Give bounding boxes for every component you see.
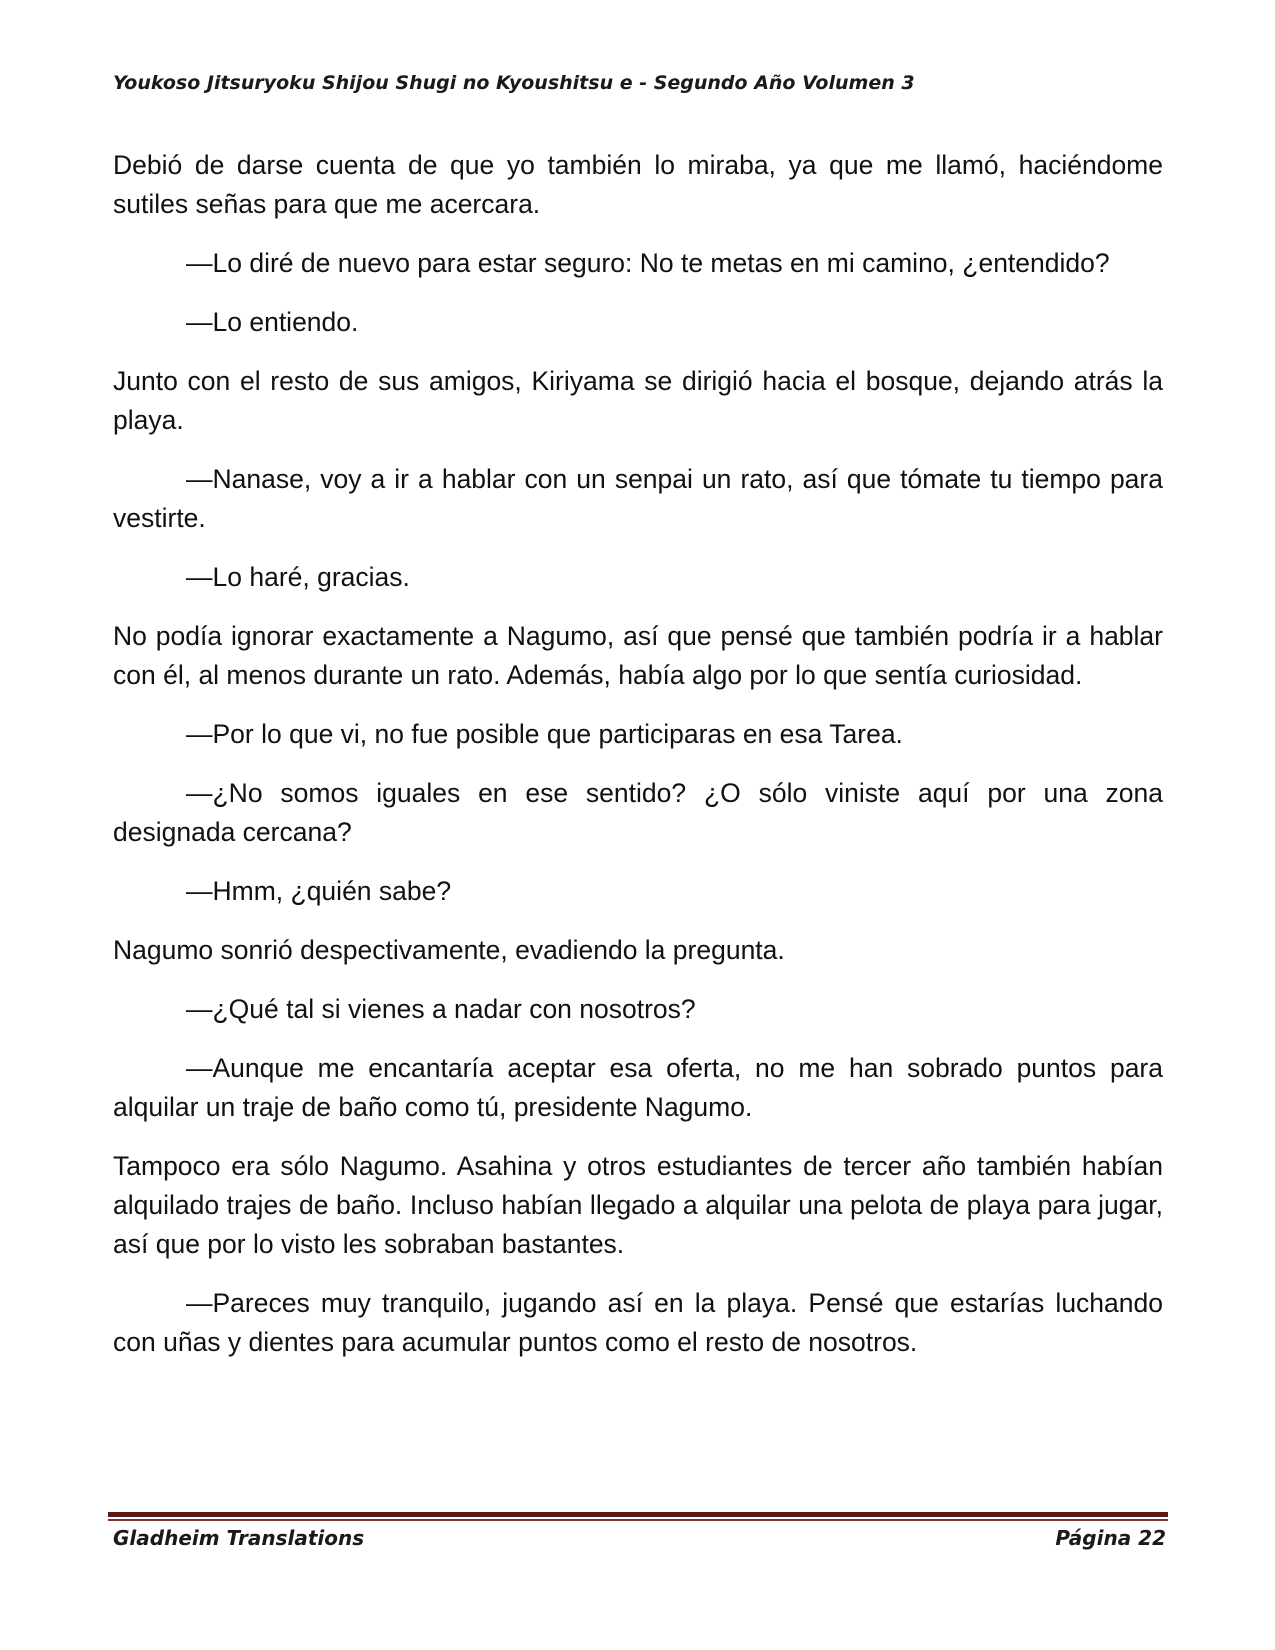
- dialogue-paragraph-15: —Pareces muy tranquilo, jugando así en la playa. Pensé que estarías luchando con uñas y dientes para acumular puntos como el resto de nosotros.: [113, 1288, 1163, 1357]
- footer-divider-thin-line: [108, 1519, 1168, 1521]
- page-number: Página 22: [1055, 1526, 1166, 1550]
- paragraph-14: Tampoco era sólo Nagumo. Asahina y otros estudiantes de tercer año también habían alquilado trajes de baño. Incluso habían llegado a alquilar una pelota de playa para jugar, así que por lo visto les sobraban bastantes.: [113, 1151, 1163, 1259]
- dialogue-paragraph-8: —Por lo que vi, no fue posible que participaras en esa Tarea.: [186, 719, 903, 749]
- dialogue-paragraph-5: —Nanase, voy a ir a hablar con un senpai un rato, así que tómate tu tiempo para vestirte.: [113, 464, 1163, 533]
- paragraph-11: Nagumo sonrió despectivamente, evadiendo la pregunta.: [113, 935, 785, 965]
- dialogue-paragraph-2: —Lo diré de nuevo para estar seguro: No te metas en mi camino, ¿entendido?: [186, 248, 1110, 278]
- dialogue-paragraph-12: —¿Qué tal si vienes a nadar con nosotros?: [186, 994, 696, 1024]
- page-body: [113, 146, 1163, 1382]
- footer-divider: [108, 1512, 1168, 1521]
- dialogue-paragraph-9: —¿No somos iguales en ese sentido? ¿O sólo viniste aquí por una zona designada cercana?: [113, 778, 1163, 847]
- dialogue-paragraph-10: —Hmm, ¿quién sabe?: [186, 876, 452, 906]
- running-header: Youkoso Jitsuryoku Shijou Shugi no Kyoushitsu e - Segundo Año Volumen 3: [113, 72, 915, 94]
- paragraph-1: Debió de darse cuenta de que yo también lo miraba, ya que me llamó, haciéndome sutiles señas para que me acercara.: [113, 150, 1163, 219]
- paragraph-4: Junto con el resto de sus amigos, Kiriyama se dirigió hacia el bosque, dejando atrás la playa.: [113, 366, 1163, 435]
- paragraph-7: No podía ignorar exactamente a Nagumo, así que pensé que también podría ir a hablar con él, al menos durante un rato. Además, había algo por lo que sentía curiosidad.: [113, 621, 1163, 690]
- dialogue-paragraph-6: —Lo haré, gracias.: [186, 562, 410, 592]
- dialogue-paragraph-3: —Lo entiendo.: [186, 307, 359, 337]
- dialogue-paragraph-13: —Aunque me encantaría aceptar esa oferta, no me han sobrado puntos para alquilar un traje de baño como tú, presidente Nagumo.: [113, 1053, 1163, 1122]
- footer-publisher: Gladheim Translations: [113, 1526, 365, 1550]
